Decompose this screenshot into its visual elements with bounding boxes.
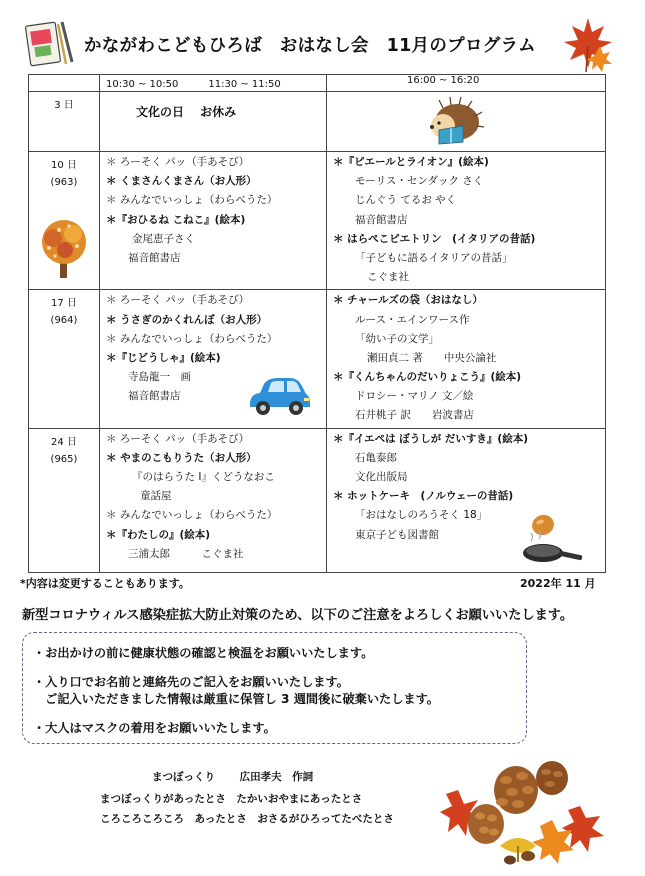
notice-line: ・お出かけの前に健康状態の確認と検温をお願いいたします。 (33, 646, 374, 660)
date-label: 10 日 (51, 160, 77, 171)
left-program-cell (100, 92, 327, 152)
car-icon (246, 374, 312, 418)
program-line: こぐま社 (367, 271, 409, 284)
program-line: 福音館書店 (355, 213, 408, 226)
program-line: 「幼い子の文学」 (355, 332, 439, 345)
program-line: 文化出版局 (355, 471, 408, 483)
program-line: 石井桃子 訳 岩波書店 (355, 409, 474, 422)
program-line: ドロシー・マリノ 文／絵 (355, 390, 474, 403)
date-label: 24 日 (51, 436, 77, 448)
program-line: ＊『イエペは ぼうしが だいすき』(絵本) (333, 432, 528, 445)
program-table (28, 74, 606, 573)
hedgehog-reading-icon (423, 96, 485, 146)
table-row (29, 428, 606, 572)
program-line: 石亀泰郎 (355, 451, 397, 464)
table-header-row (29, 75, 606, 92)
notice-spacer (33, 708, 526, 720)
left-program-cell (100, 290, 327, 428)
program-line: ＊ チャールズの袋（おはなし） (333, 294, 483, 307)
session-number: (964) (50, 315, 78, 327)
program-line: 瀬田貞二 著 中央公論社 (367, 351, 497, 364)
program-line: ＊ ろーそく パッ（手あそび） (106, 432, 250, 445)
right-program-cell (327, 290, 606, 428)
program-line: ＊『おひるね こねこ』(絵本) (106, 213, 246, 226)
header (14, 6, 634, 76)
date-label: 17 日 (51, 298, 77, 310)
notice-line: ・入り口でお名前と連絡先のご記入をお願いいたします。 (33, 675, 349, 689)
program-line: ＊ くまさんくまさん（お人形） (106, 175, 257, 188)
book-pencil-icon (22, 16, 76, 72)
program-line: ルース・エインワース作 (355, 313, 470, 326)
autumn-tree-icon (35, 218, 93, 280)
session-number: (965) (50, 453, 78, 465)
song-lyric-line: まつぼっくりがあったとさ たかいおやまにあったとさ (100, 793, 363, 805)
pinecone-leaves-icon (440, 760, 608, 872)
program-line: 「子どもに語るイタリアの昔話」 (355, 251, 513, 264)
program-line: ＊『わたしの』(絵本) (106, 528, 211, 541)
header-date-cell (29, 75, 100, 92)
right-program-cell (327, 152, 606, 290)
notice-heading: 新型コロナウィルス感染症拡大防止対策のため、以下のご注意をよろしくお願いいたします。 (22, 608, 574, 623)
page-title: かながわこどもひろば おはなし会 11月のプログラム (84, 36, 536, 56)
session-number: (963) (50, 177, 78, 188)
program-line: 福音館書店 (128, 251, 181, 264)
notice-box (22, 632, 527, 744)
program-line: 三浦太郎 こぐま社 (128, 547, 244, 560)
holiday-note: 文化の日 お休み (136, 105, 237, 119)
pancake-pan-icon (519, 511, 585, 569)
program-line: ＊ みんなでいっしょ（わらべうた） (106, 194, 278, 207)
date-cell (29, 290, 100, 428)
program-line: ＊ うさぎのかくれんぼ（お人形） (106, 313, 268, 326)
right-program-cell (327, 428, 606, 572)
program-line: 福音館書店 (128, 390, 181, 403)
program-line: 童話屋 (140, 490, 172, 503)
maple-leaf-icon (562, 16, 614, 74)
table-row (29, 152, 606, 290)
program-line: ＊『くんちゃんのだいりょこう』(絵本) (333, 371, 522, 384)
left-program-cell (100, 428, 327, 572)
notice-line: ・大人はマスクの着用をお願いいたします。 (33, 721, 276, 735)
program-line: ＊ ホットケーキ (ノルウェーの昔話) (333, 490, 514, 503)
program-line: ＊『ピエールとライオン』(絵本) (333, 156, 489, 168)
issue-date: 2022年 11 月 (520, 577, 596, 590)
date-cell (29, 152, 100, 290)
notice-line: ご記入いただきました情報は厳重に保管し 3 週間後に破棄いたします。 (33, 692, 439, 706)
table-row (29, 92, 606, 152)
change-note: *内容は変更することもあります。 (20, 577, 190, 590)
program-line: 「おはなしのろうそく 18」 (355, 509, 488, 522)
date-cell (29, 92, 100, 152)
program-line: ＊ ろーそく パッ（手あそび） (106, 156, 250, 168)
time-slot-left: 10:30 ~ 10:50 11:30 ~ 11:50 (100, 75, 327, 92)
program-line: ＊ みんなでいっしょ（わらべうた） (106, 332, 278, 345)
program-line: 金尾恵子さく (132, 232, 195, 245)
program-line: ＊ やまのこもりうた（お人形） (106, 451, 257, 464)
program-line: ＊ みんなでいっしょ（わらべうた） (106, 509, 278, 522)
left-program-cell (100, 152, 327, 290)
program-line: 東京子ども図書館 (355, 528, 439, 541)
song-lyric-line: ころころころころ あったとさ おさるがひろってたべたとさ (100, 813, 394, 825)
time-slot-right: 16:00 ~ 16:20 (327, 75, 606, 92)
program-line: じんぐう てるお やく (355, 194, 457, 207)
program-line: ＊『じどうしゃ』(絵本) (106, 351, 221, 364)
program-line: 寺島龍一 画 (128, 371, 191, 384)
program-line: 『のはらうた Ⅰ』くどうなおこ (132, 471, 275, 483)
program-line: ＊ ろーそく パッ（手あそび） (106, 294, 250, 307)
table-row (29, 290, 606, 428)
notice-spacer (33, 662, 526, 674)
right-program-cell (327, 92, 606, 152)
song-title: まつぼっくり 広田孝夫 作詞 (152, 771, 314, 783)
date-cell (29, 428, 100, 572)
program-line: モーリス・センダック さく (355, 175, 484, 188)
date-label: 3 日 (54, 100, 74, 111)
program-line: ＊ はらぺこピエトリン (イタリアの昔話) (333, 232, 536, 245)
